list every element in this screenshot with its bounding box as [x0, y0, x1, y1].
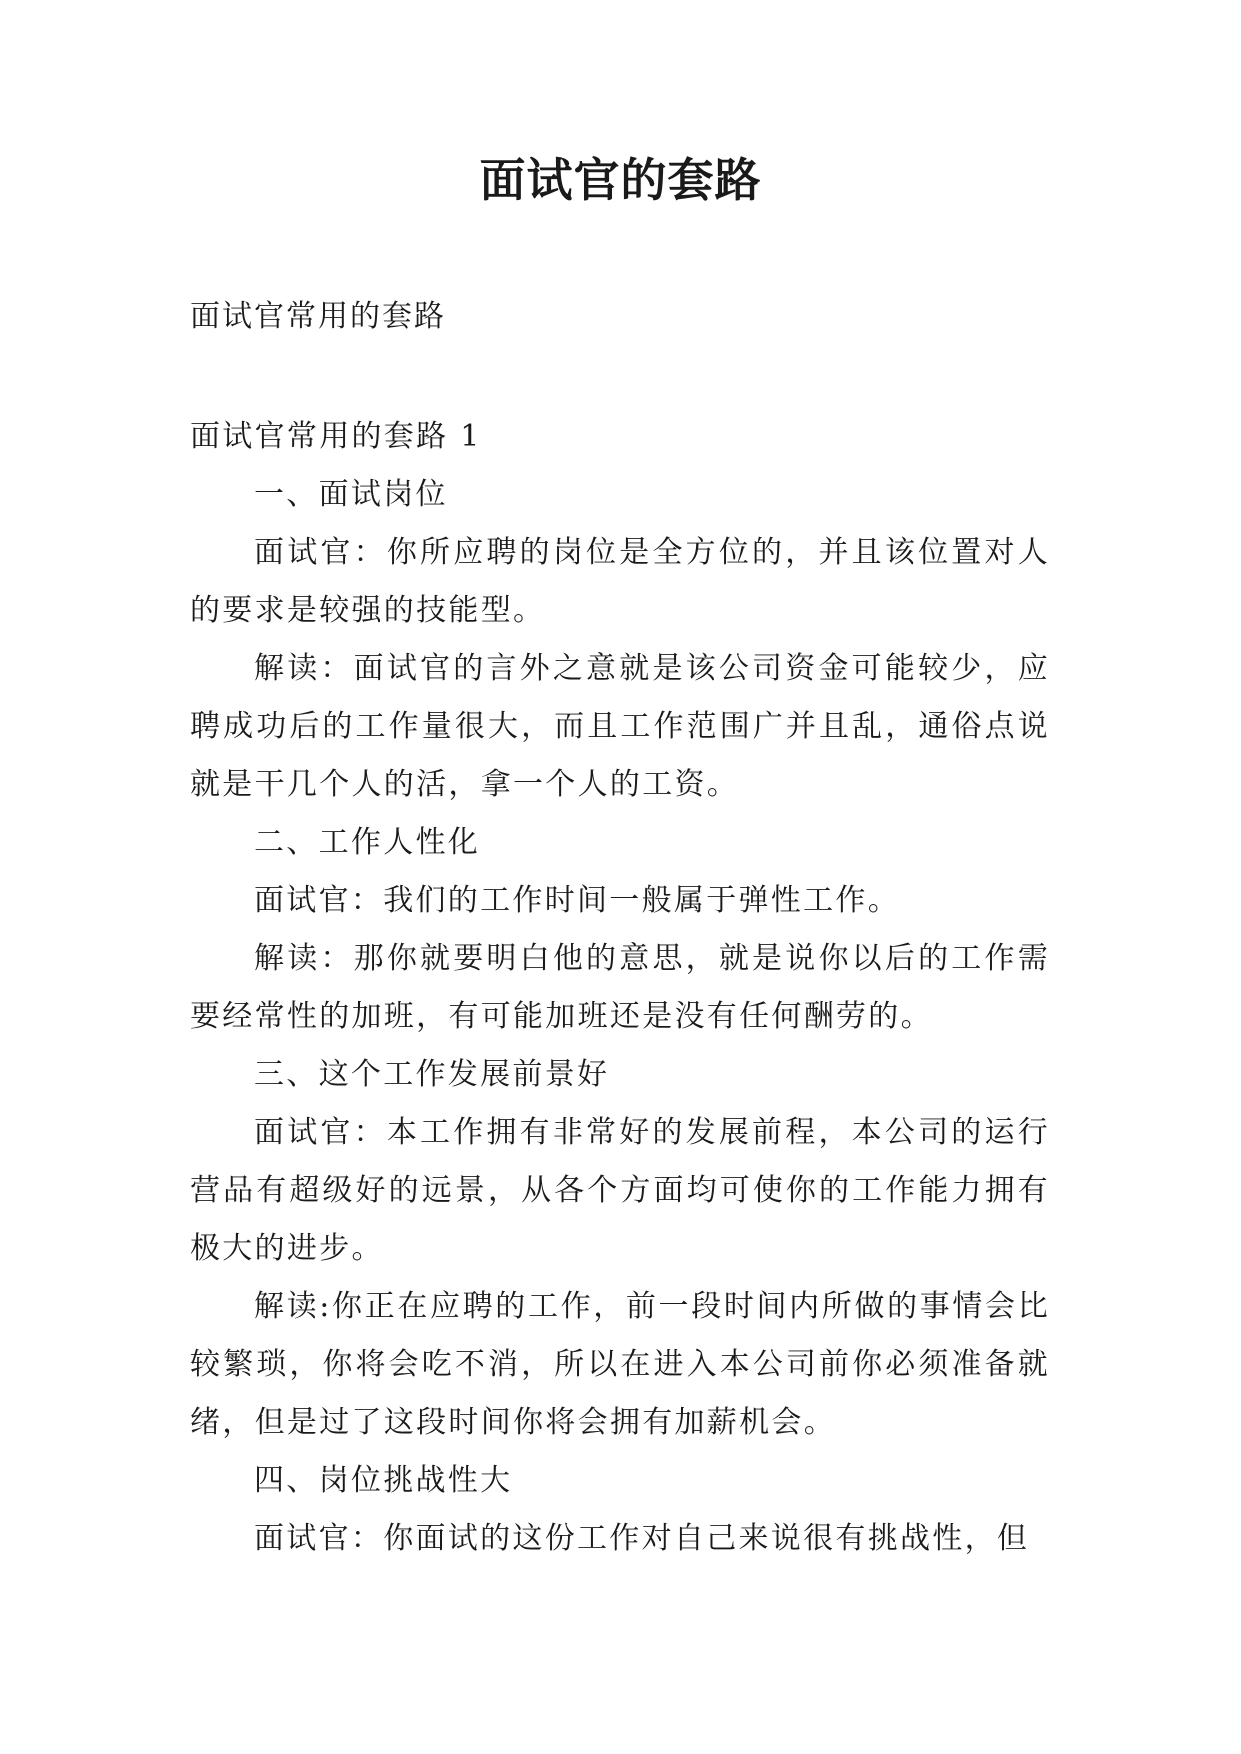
document-body	[190, 408, 1050, 1568]
interpretation: 解读:你正在应聘的工作，前一段时间内所做的事情会比较繁琐，你将会吃不消，所以在进入本公司前你必须准备就绪，但是过了这段时间你将会拥有加薪机会。	[190, 1289, 1050, 1440]
interpretation: 解读：那你就要明白他的意思，就是说你以后的工作需要经常性的加班，有可能加班还是没有任何酬劳的。	[190, 941, 1050, 1034]
section-heading: 面试官常用的套路 1	[190, 419, 482, 454]
point-heading: 一、面试岗位	[254, 477, 448, 512]
interviewer-statement: 面试官：本工作拥有非常好的发展前程，本公司的运行营品有超级好的远景，从各个方面均可使你的工作能力拥有极大的进步。	[190, 1115, 1050, 1266]
interviewer-statement: 面试官：我们的工作时间一般属于弹性工作。	[254, 883, 900, 918]
interviewer-statement: 面试官：你所应聘的岗位是全方位的，并且该位置对人的要求是较强的技能型。	[190, 535, 1050, 628]
interpretation: 解读：面试官的言外之意就是该公司资金可能较少，应聘成功后的工作量很大，而且工作范围广并且乱，通俗点说就是干几个人的活，拿一个人的工资。	[190, 651, 1050, 802]
point-heading: 二、工作人性化	[254, 825, 481, 860]
point-heading: 三、这个工作发展前景好	[254, 1057, 610, 1092]
document-title: 面试官的套路	[479, 153, 762, 207]
point-heading: 四、岗位挑战性大	[254, 1463, 513, 1498]
interviewer-statement: 面试官：你面试的这份工作对自己来说很有挑战性，但	[254, 1521, 1030, 1556]
document-subtitle: 面试官常用的套路	[190, 299, 446, 334]
